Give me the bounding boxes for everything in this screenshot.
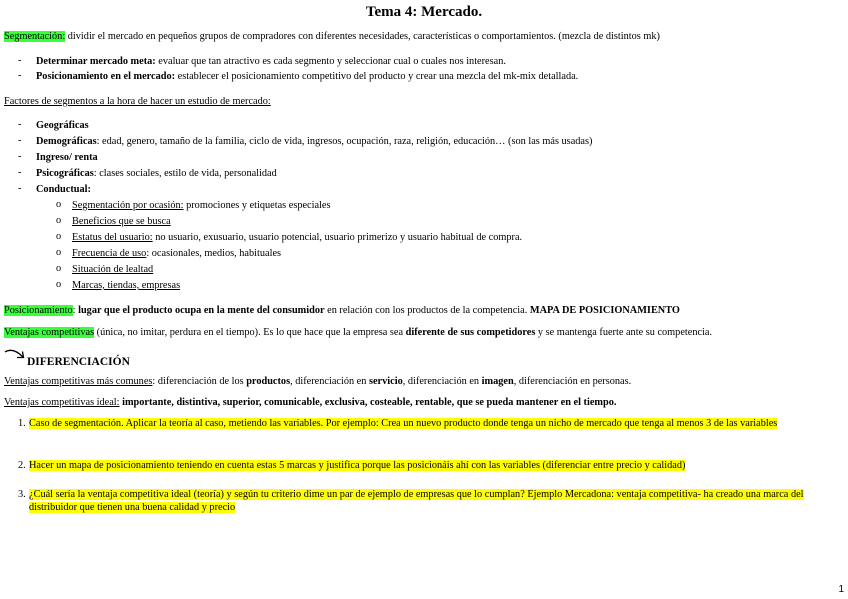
conductual-text: no usuario, exusuario, usuario potencial, usuario primerizo y usuario habitual de compra. [152, 232, 523, 243]
conductual-text: : ocasionales, medios, habituales [146, 248, 282, 259]
factor-bold: Psicográficas [36, 168, 94, 179]
bullet-bold: Posicionamiento en el mercado: [36, 71, 176, 82]
bullet-marker: - [18, 167, 22, 178]
conductual-label: Segmentación por ocasión: [72, 200, 184, 211]
ideal-bold: importante, distintiva, superior, comunicable, exclusiva, costeable, rentable, que se pueda mantener en el tiempo. [119, 397, 617, 408]
factor-item [36, 119, 89, 132]
task-text: Hacer un mapa de posicionamiento teniendo en cuenta estas 5 marcas y justifica porque las posicionáis ahí con las variables (diferenciar entre precio y calidad) [29, 460, 686, 471]
comunes-bold: productos [246, 376, 291, 387]
factor-text: : edad, genero, tamaño de la familia, ciclo de vida, ingresos, ocupación, raza, religión, educación… (son las más usadas) [96, 136, 593, 147]
page-number: 1 [838, 584, 844, 595]
conductual-item [72, 263, 153, 276]
ventajas-text: (única, no imitar, perdura en el tiempo). Es lo que hace que la empresa sea [94, 327, 406, 338]
comunes-text: , diferenciación en personas. [513, 376, 632, 387]
comunes-bold: servicio [368, 376, 403, 387]
conductual-item [72, 199, 331, 212]
conductual-label: Marcas, tiendas, empresas [72, 280, 181, 291]
conductual-label: Estatus del usuario: [72, 232, 153, 243]
comunes-text: , diferenciación en [290, 376, 369, 387]
ideal-paragraph [4, 396, 616, 409]
comunes-text: : diferenciación de los [152, 376, 247, 387]
factor-bold: Demográficas [36, 136, 97, 147]
posicionamiento-paragraph [4, 304, 680, 317]
sub-bullet-marker: o [56, 231, 62, 242]
conductual-item [72, 231, 522, 244]
task-number: 3. [18, 489, 26, 500]
bullet-marker: - [18, 55, 22, 66]
task-item [29, 488, 844, 514]
diferenciacion-heading: DIFERENCIACIÓN [27, 356, 130, 368]
posicionamiento-term: Posicionamiento [4, 305, 73, 316]
bullet-text: evaluar que tan atractivo es cada segmento y seleccionar cual o cuales nos interesan. [155, 56, 506, 67]
sub-bullet-marker: o [56, 215, 62, 226]
comunes-paragraph [4, 375, 631, 388]
conductual-item [72, 215, 171, 228]
page-title: Tema 4: Mercado. [365, 4, 483, 20]
comunes-bold: imagen [481, 376, 514, 387]
posicionamiento-colon: : [72, 305, 79, 316]
comunes-label: Ventajas competitivas más comunes [4, 376, 153, 387]
sub-bullet-marker: o [56, 247, 62, 258]
conductual-label: Frecuencia de uso [72, 248, 147, 259]
bullet-marker: - [18, 183, 22, 194]
sub-bullet-marker: o [56, 279, 62, 290]
bullet-mercado-meta [36, 55, 506, 68]
task-number: 1. [18, 418, 26, 429]
bullet-bold: Determinar mercado meta: [36, 56, 156, 67]
ventajas-term: Ventajas competitivas [4, 327, 95, 338]
factor-item [36, 135, 592, 148]
task-text: ¿Cuál sería la ventaja competitiva ideal (teoría) y según tu criterio dime un par de ejemplo de empresas que lo cumplan? Ejemplo Mercadona: ventaja competitiva- ha creado una marca del distribuidor que tienen una buena calidad y precio [29, 489, 804, 513]
factor-bold: Geográficas [36, 120, 89, 131]
sub-bullet-marker: o [56, 263, 62, 274]
mapa-posicionamiento-label: MAPA DE POSICIONAMIENTO [529, 305, 680, 316]
conductual-item [72, 279, 180, 292]
bullet-posicionamiento-mercado [36, 70, 578, 83]
task-item [29, 459, 844, 472]
curved-arrow-icon [4, 348, 26, 362]
factor-text: : clases sociales, estilo de vida, personalidad [93, 168, 277, 179]
conductual-label: Situación de lealtad [72, 264, 154, 275]
bullet-marker: - [18, 119, 22, 130]
posicionamiento-bold: lugar que el producto ocupa en la mente del consumidor [78, 305, 325, 316]
bullet-text: establecer el posicionamiento competitivo del producto y crear una mezcla del mk-mix detallada. [175, 71, 579, 82]
segmentacion-definition: dividir el mercado en pequeños grupos de compradores con diferentes necesidades, características o comportamientos. (mezcla de distintos mk) [65, 31, 660, 42]
bullet-marker: - [18, 70, 22, 81]
conductual-item [72, 247, 281, 260]
conductual-label: Beneficios que se busca [72, 216, 171, 227]
segmentacion-term: Segmentación: [4, 31, 66, 42]
bullet-marker: - [18, 151, 22, 162]
factor-bold: Ingreso/ renta [36, 152, 98, 163]
factor-item [36, 151, 98, 164]
ventajas-bold: diferente de sus competidores [405, 327, 536, 338]
factor-bold: Conductual: [36, 184, 91, 195]
ventajas-paragraph [4, 326, 712, 339]
comunes-text: , diferenciación en [402, 376, 482, 387]
sub-bullet-marker: o [56, 199, 62, 210]
ideal-label: Ventajas competitivas ideal: [4, 397, 120, 408]
task-item [29, 417, 844, 430]
bullet-marker: - [18, 135, 22, 146]
task-text: Caso de segmentación. Aplicar la teoría al caso, metiendo las variables. Por ejemplo: Crea un nuevo producto donde tenga un nicho de mercado que tenga al menos 3 de las variables [29, 418, 778, 429]
factores-heading: Factores de segmentos a la hora de hacer un estudio de mercado: [4, 96, 271, 107]
task-number: 2. [18, 460, 26, 471]
factor-item [36, 183, 91, 196]
segmentacion-paragraph [4, 30, 660, 43]
factor-item [36, 167, 277, 180]
conductual-text: promociones y etiquetas especiales [183, 200, 331, 211]
ventajas-text: y se mantenga fuerte ante su competencia. [535, 327, 713, 338]
posicionamiento-text: en relación con los productos de la competencia. [324, 305, 530, 316]
